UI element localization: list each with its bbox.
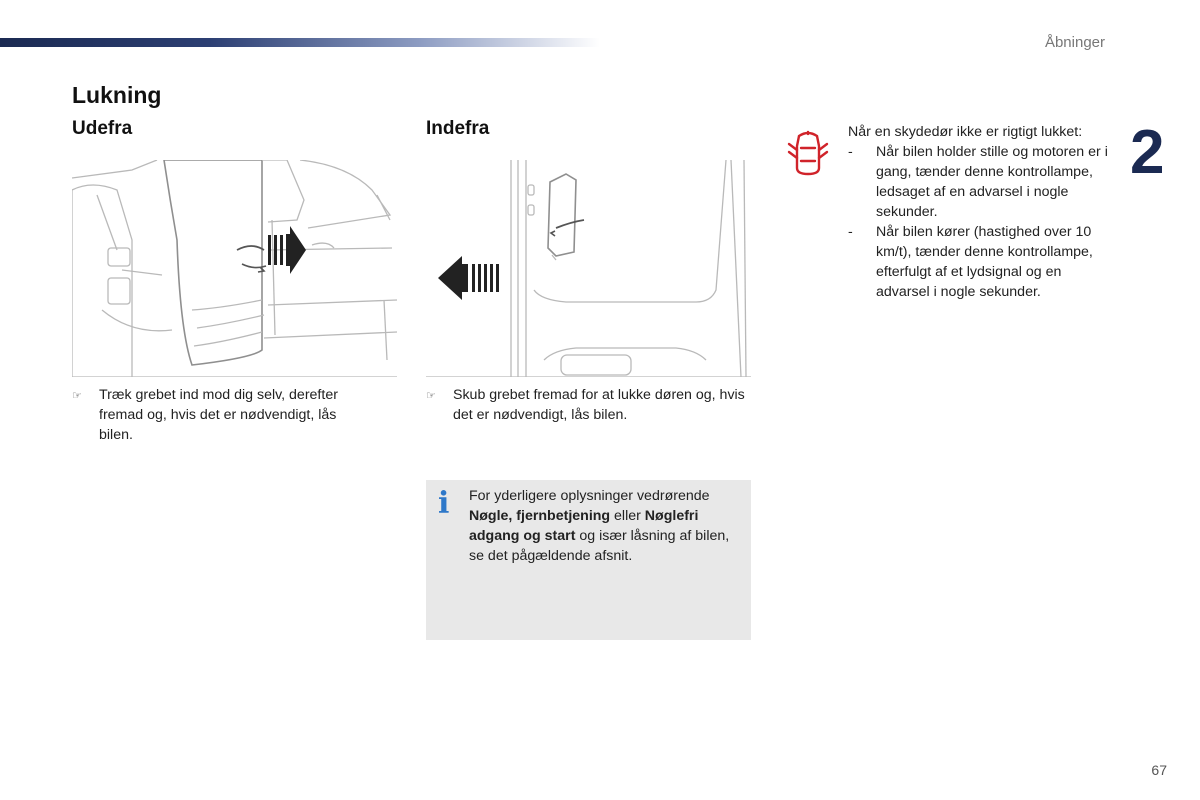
info-bold-keyless: Nøglefri adgang og start <box>469 508 699 544</box>
outside-door-illustration <box>72 160 397 377</box>
warning-item-text: Når bilen holder stille og motoren er i gang, tænder denne kontrollampe, ledsaget af en advarsel i nogle sekunder. <box>876 144 1108 220</box>
outside-heading: Udefra <box>72 118 133 139</box>
inside-door-illustration <box>426 160 751 377</box>
info-bold-key-remote: Nøgle, fjernbetjening <box>469 508 611 524</box>
outside-caption-text: Træk grebet ind mod dig selv, derefter fremad og, hvis det er nødvendigt, lås bilen. <box>99 387 338 443</box>
page-title: Lukning <box>72 82 162 108</box>
warning-text <box>848 122 1113 302</box>
warning-item-text: Når bilen kører (hastighed over 10 km/t), tænder denne kontrollampe, efterfulgt af et lydsignal og en advarsel i nogle sekunder. <box>876 224 1093 300</box>
hand-pointer-icon: ☞ <box>72 390 82 402</box>
warning-item <box>848 222 1113 302</box>
chapter-number: 2 <box>1130 118 1165 187</box>
info-text-part: og især låsning af bilen, se det pågældende afsnit. <box>469 528 730 564</box>
info-box <box>426 480 751 640</box>
section-title: Åbninger <box>1044 34 1105 51</box>
warning-dash: - <box>848 144 853 160</box>
outside-caption <box>72 385 372 445</box>
hand-pointer-icon: ☞ <box>426 390 436 402</box>
info-icon: i <box>438 486 450 521</box>
warning-dash: - <box>848 224 853 240</box>
inside-caption <box>426 385 746 425</box>
header-color-bar <box>0 38 600 47</box>
warning-intro: Når en skydedør ikke er rigtigt lukket: <box>848 124 1083 140</box>
info-text-part: eller <box>610 508 645 524</box>
info-text-part: For yderligere oplysninger vedrørende <box>469 488 710 504</box>
inside-caption-text: Skub grebet fremad for at lukke døren og, hvis det er nødvendigt, lås bilen. <box>453 387 745 423</box>
inside-heading: Indefra <box>426 118 490 139</box>
info-text <box>469 486 739 566</box>
open-door-warning-icon <box>786 128 830 178</box>
warning-item <box>848 142 1113 222</box>
page-number: 67 <box>1151 762 1167 778</box>
